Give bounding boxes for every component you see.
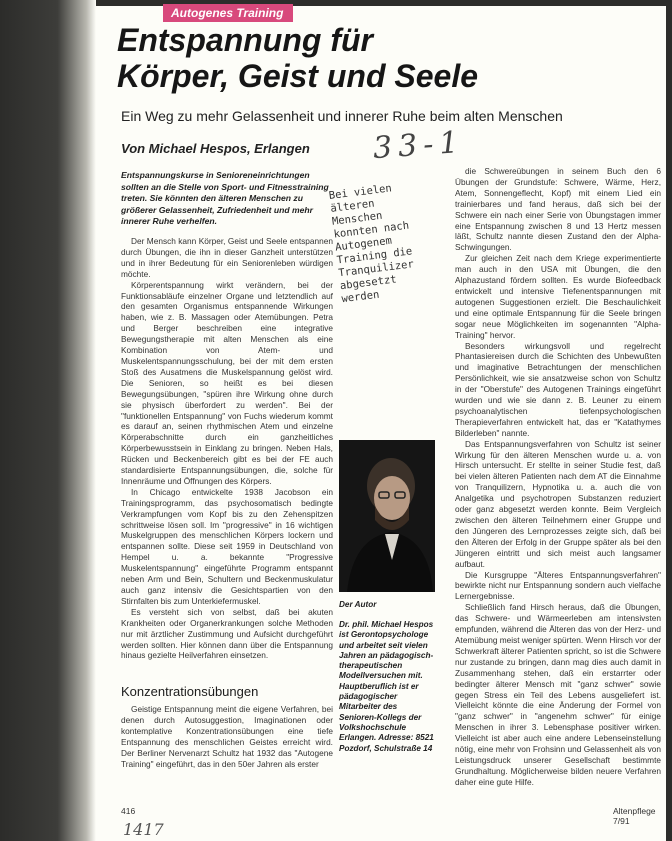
body-paragraph: Die Kursgruppe "Älteres Entspannungsverfahren" bewirkte nicht nur Entspannung sondern auch vielfache Lernergebnisse.	[455, 569, 661, 602]
body-paragraph: Besonders wirkungsvoll und regelrecht Phantasiereisen durch die Schichten des Unbewußten und imaginative Betrachtungen der menschlichen Persönlichkeit, wie sie ansatzweise schon von Schultz in der "Oberstufe" des Autogenen Trainings eingeführt wurden und wie sie dann z. B. Leuner zu einem psychoanalytischen tiefenpsychologischen Therapieverfahren entwickelt hat, das er "Katathymes Bilderleben" nannte.	[455, 340, 661, 438]
article-subtitle: Ein Weg zu mehr Gelassenheit und innerer Ruhe beim alten Menschen	[121, 108, 563, 124]
author-photo	[339, 440, 435, 592]
pull-quote: Bei vielen älteren Menschen konnten nach Autogenem Training die Tranquilizer abgesetzt werden	[328, 182, 415, 306]
page-number: 416	[121, 806, 136, 816]
body-paragraph: Der Mensch kann Körper, Geist und Seele entspannen durch Übungen, die ihn in dieser Ganzheit unterstützen und in ihrer Bedeutung für ein Seniorenleben würdigen möchte.	[121, 236, 333, 279]
body-paragraph: Geistige Entspannung meint die eigene Verfahren, bei denen durch Autosuggestion, Imaginationen oder kontemplative Konzentrationsübungen eine tiefe Entspannung des menschlichen Geistes erreicht wird. Der Berliner Nervenarzt Schultz hat 1932 das "Autogene Training" eingeführt, das in den 50er Jahren als erster	[121, 704, 333, 769]
section-tag: Autogenes Training	[163, 4, 293, 22]
lead-paragraph: Entspannungskurse in Senioreneinrichtungen sollten an die Stelle von Sport- und Fitnesstraining treten. Sie könnten den älteren Menschen zu größerer Gelassenheit, Zufriedenheit und mehr innerer Ruhe verhelfen.	[121, 170, 329, 226]
title-line-1: Entspannung für	[117, 22, 373, 58]
book-spine	[0, 0, 96, 841]
handwritten-annotation: 33-1	[371, 124, 466, 167]
author-portrait-image	[339, 440, 435, 592]
section-heading: Konzentrationsübungen	[121, 684, 259, 699]
body-paragraph: Das Entspannungsverfahren von Schultz ist seiner Wirkung für den älteren Menschen wurde u. a. von Hirsch untersucht. Er stellte in seiner Studie fest, daß bei vielen älteren Patienten nach dem AT die Einnahme von Tranquilizern, Hypnotika u. a. auch die von Analgetika und psychotropen Substanzen reduziert oder ganz abgesetzt werden konnte. Beim Vergleich zwischen den älteren Teilnehmern einer Gruppe und den Jüngeren des Lernprozesses zeigte sich, daß bei den Älteren der Erfolg in der Gruppe später als bei den Jüngeren eintritt und sich meist auch langsamer aufbaut.	[455, 438, 661, 569]
photo-caption: Dr. phil. Michael Hespos ist Gerontopsychologe und arbeitet seit vielen Jahren an pädagogisch-therapeutischen Modellversuchen mit. Hauptberuflich ist er pädagogischer Mitarbeiter des Senioren-Kollegs der Volkshochschule Erlangen. Adresse: 8521 Pozdorf, Schulstraße 14	[339, 620, 434, 753]
handwritten-page-note: 1417	[123, 820, 164, 839]
scan-edge-right	[666, 0, 672, 841]
title-line-2: Körper, Geist und Seele	[117, 58, 478, 94]
photo-caption-title: Der Autor	[339, 600, 377, 609]
body-paragraph: Körperentspannung wirkt verändern, bei der Funktionsabläufe einzelner Organe und letztendlich auf den gesamten Organismus entspannende Wirkungen haben, wie z. B. Massagen oder Atemübungen. Petra und Berger beschreiben eine integrative Bewegungstherapie mit alten Menschen als eine Kombination von Atem- und Muskelentspannungsschulung, bei der mit dem ersten Stoß des Ausatmens die Muskelspannung gelöst wird. Die Senioren, so heißt es bei diesen Bewegungsübungen, "spüren ihre Wirkung ohne durch sie physisch überfordert zu werden". Bei der "funktionellen Entspannung" von Fuchs wiederum kommt es darauf an, seinen rhythmischen Atem und einzelne Körperabschnitte durch ein ganzheitliches Körperbewusstsein in Einklang zu bringen. Neben Hals, Rücken und Beckenbereich gibt es bei der FE auch standardisierte Entspannungsübungen, die, solche für Innenräume und Öffnungen des Körpers.	[121, 279, 333, 486]
article-title	[117, 22, 478, 94]
journal-issue: Altenpflege 7/91	[613, 806, 656, 826]
body-paragraph: In Chicago entwickelte 1938 Jacobson ein Trainingsprogramm, das psychosomatisch bedingte Verkrampfungen vom Kopf bis zu den Zehenspitzen schrittweise lösen soll. Im "progressive" in 16 wichtigen Muskelgruppen des menschlichen Körpers lockern und entspannen sollte. Diese seit 1959 in Deutschland von Hempel u. a. bekannte "Progressive Muskelentspannung" eingeführte Programm entspannt neben Arm und Bein, Schultern und Beckenmuskulatur auch ganz intensiv die Gesichtspartien von den Stirnfalten bis zum Unterkiefermuskel.	[121, 486, 333, 606]
author-line: Von Michael Hespos, Erlangen	[121, 141, 310, 156]
body-paragraph: die Schwereübungen in seinem Buch den 6 Übungen der Grundstufe: Schwere, Wärme, Herz, Atem, Sonnengeflecht, Kopf) mit einem Lied ein trainierbares und fand heraus, daß sich bei der Schwere ein nach einer Serie von Übungstagen immer eine Entspannung zwischen 8 und 13 Hertz messen läßt, Schultz nannte diesen Zustand den der Alpha-Schwingungen.	[455, 166, 661, 253]
column-3	[455, 166, 661, 788]
body-paragraph: Schließlich fand Hirsch heraus, daß die Übungen, das Schwere- und Wärmeerleben am intensivsten empfunden, während die Älteren das von der Herz- und Atemübung meist weniger spürten. Wenn Hirsch vor der Schwerkraft älterer Patienten spricht, so ist die Schwere nur zustande zu bringen, dann mag dies auch damit in Zusammenhang stehen, daß ein erstarrter oder bedingter älterer Mensch mit "ganz schwer" sowie gegen Stress ein Teil des Lebens ausgeliefert ist. Vielleicht könnte die eine Änderung der Formel von "ganz schwer" in "angenehm schwer" für einige Menschen in ihrer 3. Lebensphase positiver wirken. Vielleicht ist aber auch eine andere Lebenseinstellung nötig, eine mehr von Frohsinn und Gelassenheit als von Leistungsdruck unserer Gesellschaft bestimmte Grundhaltung. Möglicherweise bilden neuere Verfahren daher eine gute Hilfe.	[455, 602, 661, 787]
column-1-continued	[121, 704, 333, 769]
body-paragraph: Zur gleichen Zeit nach dem Kriege experimentierte man auch in den USA mit Übungen, die den Alphazustand fördern sollten. Es wurde Biofeedback entwickelt und intensive Tiefenentspannungen mit autogenen Suggestionen erzielt. Die Beschaulichkeit und eine optimale Entspannung für die Seele bringen sogar neue Möglichkeiten im sogenannten "Alpha-Training" hervor.	[455, 253, 661, 340]
body-paragraph: Es versteht sich von selbst, daß bei akuten Krankheiten oder Organerkrankungen solche Methoden nur mit ärztlicher Zustimmung und Aufsicht durchgeführt werden sollten. Hier können dann über die Entspannung hinaus gezielte Heilverfahren einsetzen.	[121, 606, 333, 661]
column-1	[121, 236, 333, 661]
article	[103, 0, 663, 841]
